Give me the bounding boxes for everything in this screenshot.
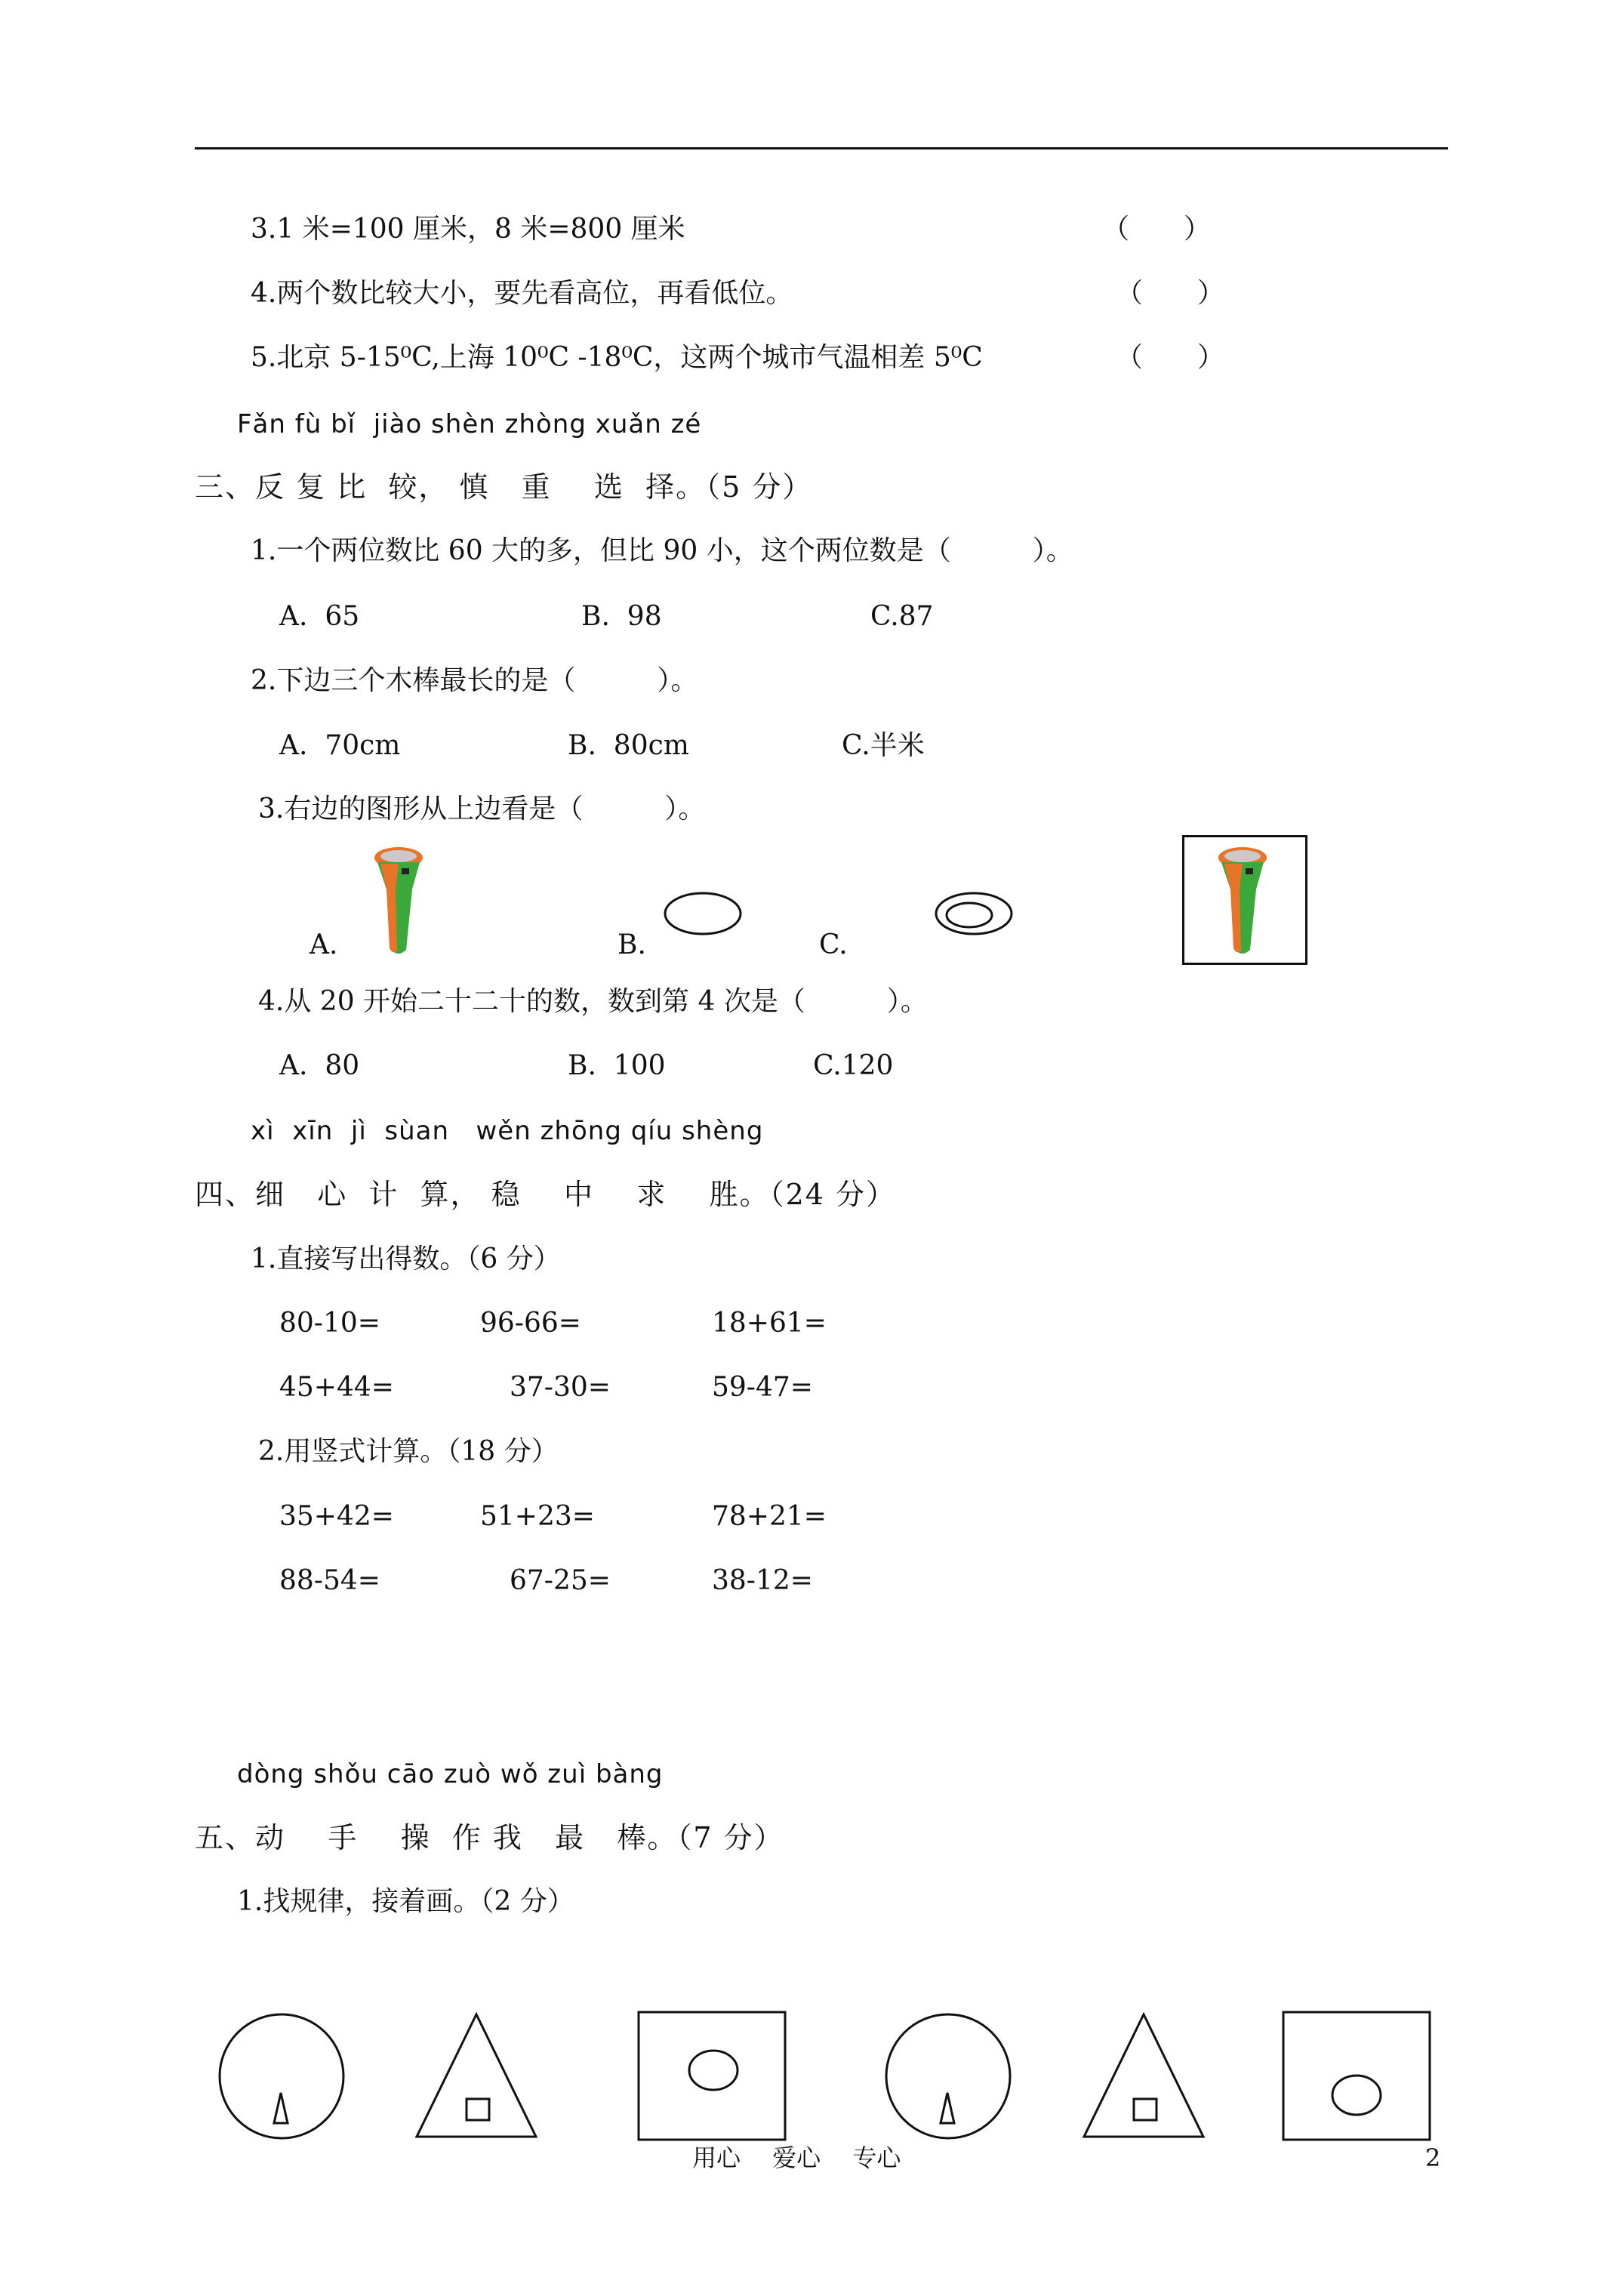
- s3-q3: 3.右边的图形从上边看是（ ）。: [258, 794, 706, 824]
- s3-q1: 1.一个两位数比 60 大的多，但比 90 小，这个两位数是（ ）。: [251, 535, 1073, 566]
- triangle-with-square-icon: [414, 2008, 542, 2144]
- s3-q4-option-b[interactable]: B. 100: [568, 1050, 666, 1081]
- calc-item[interactable]: 96-66=: [480, 1308, 581, 1339]
- calc-item[interactable]: 45+44=: [279, 1372, 394, 1403]
- vertical-calc-item[interactable]: 88-54=: [279, 1565, 380, 1596]
- section5-title: 五、动 手 操 作 我 最 棒。（7 分）: [195, 1821, 784, 1854]
- section5-pinyin: dòng shǒu cāo zuò wǒ zuì bàng: [237, 1759, 664, 1789]
- judge-item-4: 4.两个数比较大小，要先看高位，再看低位。: [251, 278, 793, 309]
- s3-q1-option-c[interactable]: C.87: [870, 601, 934, 632]
- s3-q4: 4.从 20 开始二十二十的数，数到第 4 次是（ ）。: [258, 986, 928, 1017]
- s3-q2: 2.下边三个木棒最长的是（ ）。: [251, 665, 698, 696]
- section3-title: 三、反 复 比 较， 慎 重 选 择。（5 分）: [195, 470, 813, 504]
- s3-q1-option-a[interactable]: A. 65: [279, 601, 360, 632]
- footer-motto: 用心 爱心 专心: [692, 2143, 901, 2172]
- s4-sub1: 1.直接写出得数。（6 分）: [251, 1244, 561, 1274]
- s3-q2-option-b[interactable]: B. 80cm: [568, 730, 689, 761]
- flashlight-option-a-icon: [368, 844, 429, 957]
- s3-q2-option-c[interactable]: C.半米: [842, 730, 925, 761]
- calc-item[interactable]: 59-47=: [712, 1372, 813, 1403]
- s3-q3-option-b[interactable]: B.: [617, 929, 646, 960]
- vertical-calc-item[interactable]: 67-25=: [510, 1565, 611, 1596]
- s3-q3-option-a[interactable]: A.: [310, 929, 338, 960]
- calc-item[interactable]: 37-30=: [510, 1372, 611, 1403]
- ellipse-option-b-icon: [663, 891, 743, 936]
- judge-answer-blank-5[interactable]: （ ）: [1116, 342, 1225, 373]
- s3-q3-option-c[interactable]: C.: [819, 929, 848, 960]
- s3-q2-option-a[interactable]: A. 70cm: [279, 730, 401, 761]
- triangle-with-square-icon: [1081, 2008, 1209, 2144]
- vertical-calc-item[interactable]: 38-12=: [712, 1565, 813, 1596]
- circle-with-triangle-icon: [215, 2008, 351, 2144]
- s3-q1-option-b[interactable]: B. 98: [581, 601, 662, 632]
- section3-pinyin: Fǎn fù bǐ jiào shèn zhòng xuǎn zé: [237, 409, 702, 439]
- s3-q4-option-a[interactable]: A. 80: [279, 1050, 360, 1081]
- judge-answer-blank-4[interactable]: （ ）: [1116, 278, 1225, 309]
- s3-q4-option-c[interactable]: C.120: [813, 1050, 894, 1081]
- page-number: 2: [1425, 2143, 1441, 2172]
- s4-sub2: 2.用竖式计算。（18 分）: [258, 1436, 559, 1467]
- calc-item[interactable]: 18+61=: [712, 1308, 827, 1339]
- vertical-calc-item[interactable]: 51+23=: [480, 1501, 595, 1532]
- section4-pinyin: xì xīn jì sùan wěn zhōng qíu shèng: [251, 1116, 764, 1146]
- calc-item[interactable]: 80-10=: [279, 1308, 380, 1339]
- vertical-calc-item[interactable]: 78+21=: [712, 1501, 827, 1532]
- square-with-ellipse-icon: [636, 2010, 787, 2142]
- vertical-calc-item[interactable]: 35+42=: [279, 1501, 394, 1532]
- s5-sub1: 1.找规律，接着画。（2 分）: [237, 1886, 574, 1917]
- header-rule: [195, 147, 1448, 149]
- judge-item-5: 5.北京 5-15⁰C,上海 10⁰C -18⁰C，这两个城市气温相差 5⁰C: [251, 342, 983, 373]
- circle-with-triangle-icon: [882, 2008, 1018, 2144]
- nested-ellipse-option-c-icon: [935, 891, 1018, 936]
- section4-title: 四、细 心 计 算， 稳 中 求 胜。（24 分）: [195, 1178, 897, 1211]
- flashlight-reference-icon: [1212, 844, 1273, 957]
- square-with-ellipse-icon: [1281, 2010, 1432, 2142]
- judge-answer-blank-3[interactable]: （ ）: [1102, 214, 1212, 245]
- judge-item-3: 3.1 米=100 厘米，8 米=800 厘米: [251, 214, 685, 245]
